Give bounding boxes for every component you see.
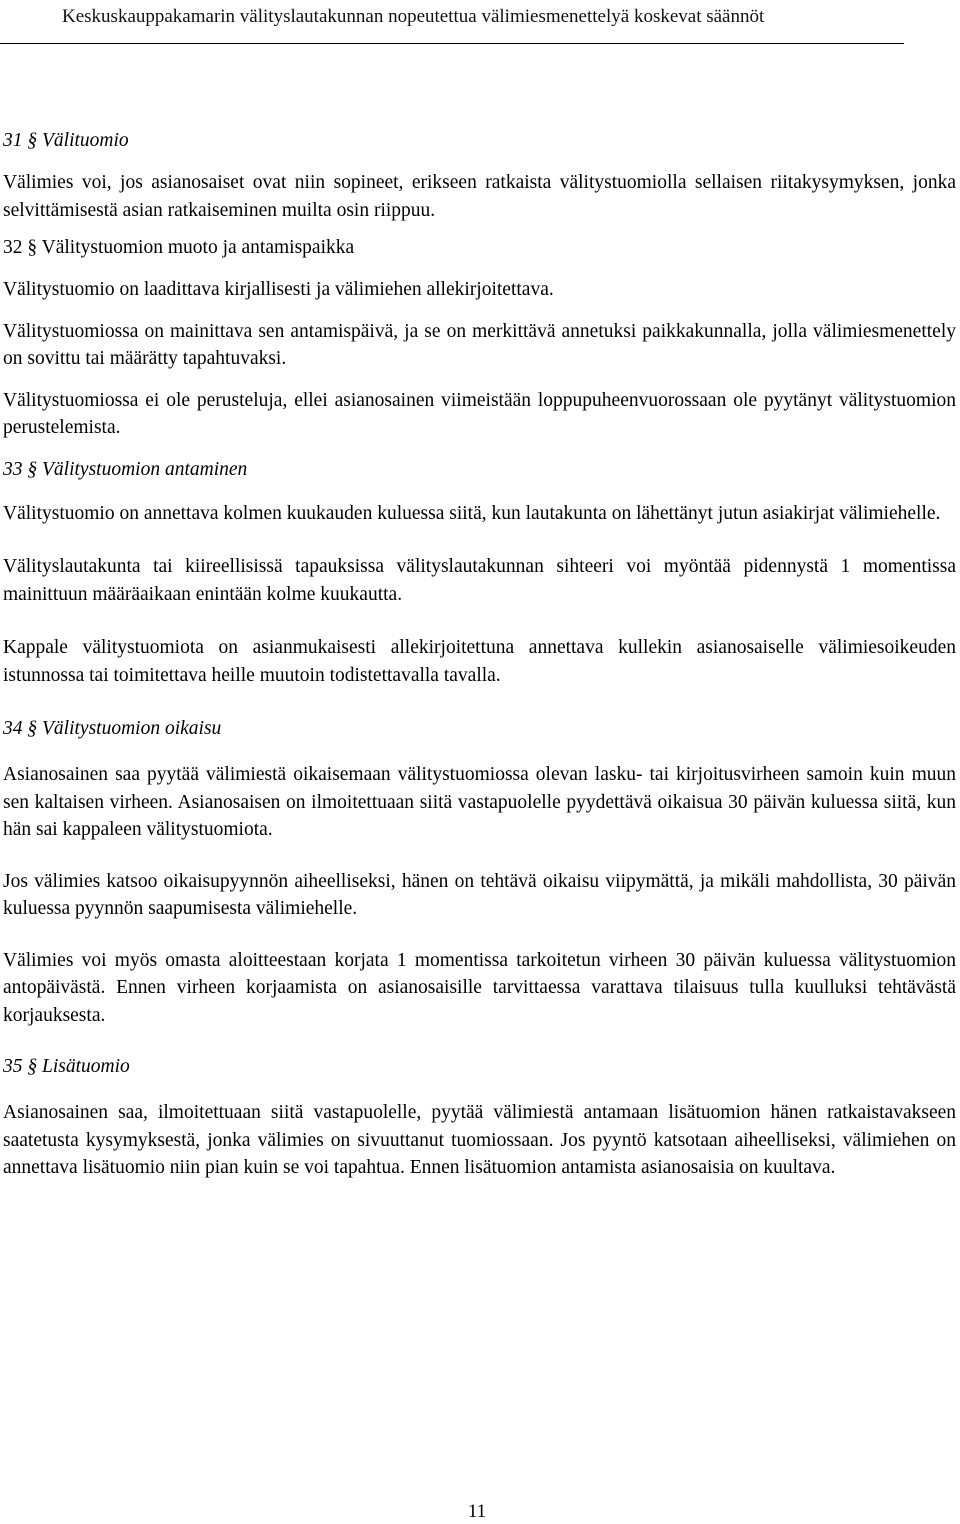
section-heading-33: 33 § Välitystuomion antaminen [3,458,248,480]
header-rule [0,43,904,44]
paragraph-33-1: Välitystuomio on annettava kolmen kuukauden kuluessa siitä, kun lautakunta on lähettänyt jutun asiakirjat välimiehelle. [3,502,941,524]
paragraph-32-3: Välitystuomiossa ei ole perusteluja, ellei asianosainen viimeistään loppupuheenvuorossaan ole pyytänyt välitystuomion perustelemista. [3,389,956,438]
section-heading-35: 35 § Lisätuomio [3,1056,130,1077]
paragraph-32-2: Välitystuomiossa on mainittava sen antamispäivä, ja se on merkittävä annetuksi paikkakunnalla, jolla välimiesmenettely on sovittu tai määrätty tapahtuvaksi. [3,320,956,369]
paragraph-33-2: Välityslautakunta tai kiireellisissä tapauksissa välityslautakunnan sihteeri voi myöntää pidennystä 1 momentissa mainittuun määräaikaan enintään kolme kuukautta. [3,556,956,605]
paragraph-32-1: Välitystuomio on laadittava kirjallisesti ja välimiehen allekirjoitettava. [3,279,554,300]
paragraph-34-2: Jos välimies katsoo oikaisupyynnön aiheelliseksi, hänen on tehtävä oikaisu viipymättä, ja mikäli mahdollista, 30 päivän kuluessa pyynnön saapumisesta välimiehelle. [3,870,956,919]
section-heading-31: 31 § Välituomio [3,130,129,151]
running-header: Keskuskauppakamarin välityslautakunnan nopeutettua välimiesmenettelyä koskevat säännöt [62,6,765,27]
section-heading-34: 34 § Välitystuomion oikaisu [3,718,222,739]
paragraph-34-3: Välimies voi myös omasta aloitteestaan korjata 1 momentissa tarkoitetun virheen 30 päivän kuluessa välitystuomion antopäivästä. Ennen virheen korjaamista on asianosaisille tarvittaessa varattava tilaisuus tulla kuulluksi tehtävästä korjauksesta. [3,949,956,1026]
paragraph-33-3: Kappale välitystuomiota on asianmukaisesti allekirjoitettuna annettava kullekin asianosaiselle välimiesoikeuden istunnossa tai toimitettava heille muutoin todistettavalla tavalla. [3,637,956,686]
paragraph-31-1: Välimies voi, jos asianosaiset ovat niin sopineet, erikseen ratkaista välitystuomiolla sellaisen riitakysymyksen, jonka selvittämisestä asian ratkaiseminen muilta osin riippuu. [3,172,956,221]
page-number: 11 [467,1501,487,1522]
paragraph-34-1: Asianosainen saa pyytää välimiestä oikaisemaan välitystuomiossa olevan lasku- tai kirjoitusvirheen samoin kuin muun sen kaltaisen virheen. Asianosaisen on ilmoitettuaan siitä vastapuolelle pyydettävä oikaisua 30 päivän kuluessa siitä, kun hän sai kappaleen välitystuomiota. [3,764,956,840]
paragraph-35-1: Asianosainen saa, ilmoitettuaan siitä vastapuolelle, pyytää välimiestä antamaan lisätuomion hänen ratkaistavakseen saatetusta kysymyksestä, jonka välimies on sivuuttanut tuomiossaan. Jos pyyntö katsotaan aiheelliseksi, välimiehen on annettava lisätuomio niin pian kuin se voi tapahtua. Ennen lisätuomion antamista asianosaisia on kuultava. [3,1102,956,1178]
document-body [3,127,956,1192]
section-heading-32: 32 § Välitystuomion muoto ja antamispaikka [3,237,355,258]
